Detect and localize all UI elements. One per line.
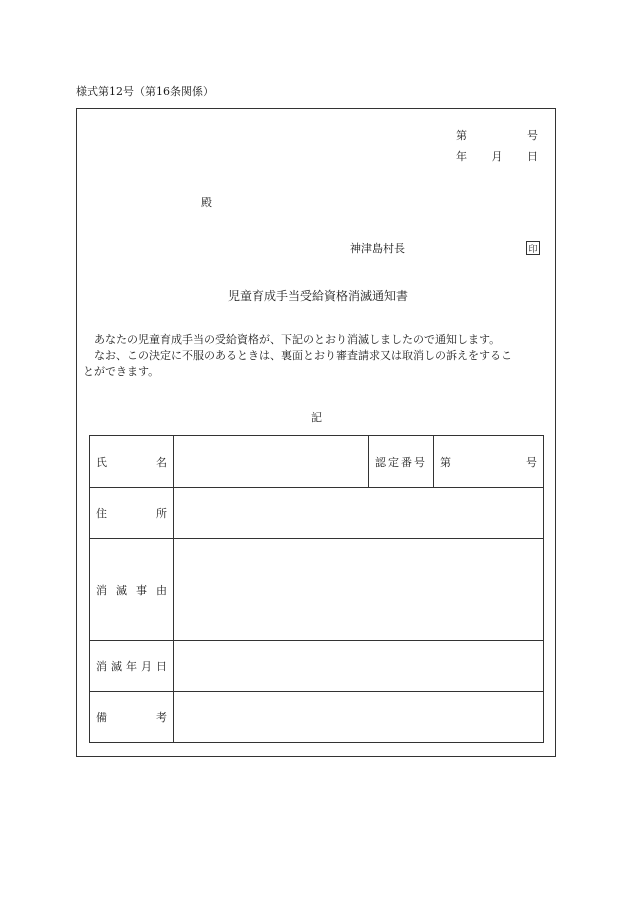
- cert-number-field[interactable]: [434, 436, 544, 488]
- reference-number-prefix: 第: [456, 129, 467, 142]
- remarks-label: [90, 692, 174, 743]
- cert-number-suffix: 号: [526, 455, 537, 469]
- address-field[interactable]: [174, 488, 544, 539]
- remarks-label-char: 備: [96, 711, 107, 724]
- name-label-char: 氏: [96, 455, 107, 469]
- issue-date-month: 月: [491, 150, 503, 163]
- table-row-address: [90, 488, 544, 539]
- address-label: [90, 488, 174, 539]
- date-label-char: 消: [96, 660, 107, 673]
- ki-heading: 記: [311, 411, 322, 424]
- termination-date-label: [90, 641, 174, 692]
- date-label-char: 日: [156, 660, 167, 673]
- record-table: [89, 435, 544, 743]
- reason-label-char: 消: [96, 583, 107, 597]
- issue-date: [456, 151, 538, 162]
- table-row-date: [90, 641, 544, 692]
- remarks-label-char: 考: [156, 711, 167, 724]
- body-line-2: なお、この決定に不服のあるときは、裏面とおり審査請求又は取消しの訴えをするこ: [94, 349, 512, 362]
- cert-number-label-text: 認定番号: [375, 455, 427, 469]
- name-label-char: 名: [156, 455, 167, 469]
- reason-label: [90, 539, 174, 641]
- body-line-3: とができます。: [83, 365, 160, 378]
- termination-date-field[interactable]: [174, 641, 544, 692]
- cert-number-prefix: 第: [440, 455, 451, 469]
- reason-label-char: 滅: [116, 583, 127, 597]
- reason-field[interactable]: [174, 539, 544, 641]
- remarks-field[interactable]: [174, 692, 544, 743]
- addressee-suffix: 殿: [201, 196, 212, 209]
- issue-date-day: 日: [527, 150, 538, 163]
- address-label-char: 所: [156, 507, 167, 520]
- name-label: [90, 436, 174, 488]
- reason-label-char: 事: [136, 583, 147, 597]
- body-line-1: あなたの児童育成手当の受給資格が、下記のとおり消滅しましたので通知します。: [94, 333, 501, 346]
- address-label-char: 住: [96, 507, 107, 520]
- reason-label-char: 由: [156, 583, 167, 597]
- table-row-remarks: [90, 692, 544, 743]
- date-label-char: 年: [126, 660, 137, 673]
- name-field[interactable]: [174, 436, 369, 488]
- reference-number: [456, 130, 538, 141]
- issuer-name: 神津島村長: [350, 242, 405, 255]
- reference-number-suffix: 号: [527, 129, 538, 142]
- seal-mark: 印: [526, 241, 540, 255]
- date-label-char: 滅: [111, 660, 122, 673]
- table-row-reason: [90, 539, 544, 641]
- form-number-label: 様式第12号（第16条関係）: [76, 85, 214, 98]
- cert-number-label: [369, 436, 434, 488]
- issue-date-year: 年: [456, 150, 467, 163]
- table-row-name: [90, 436, 544, 488]
- document-title: 児童育成手当受給資格消滅通知書: [228, 289, 409, 303]
- date-label-char: 月: [141, 660, 152, 673]
